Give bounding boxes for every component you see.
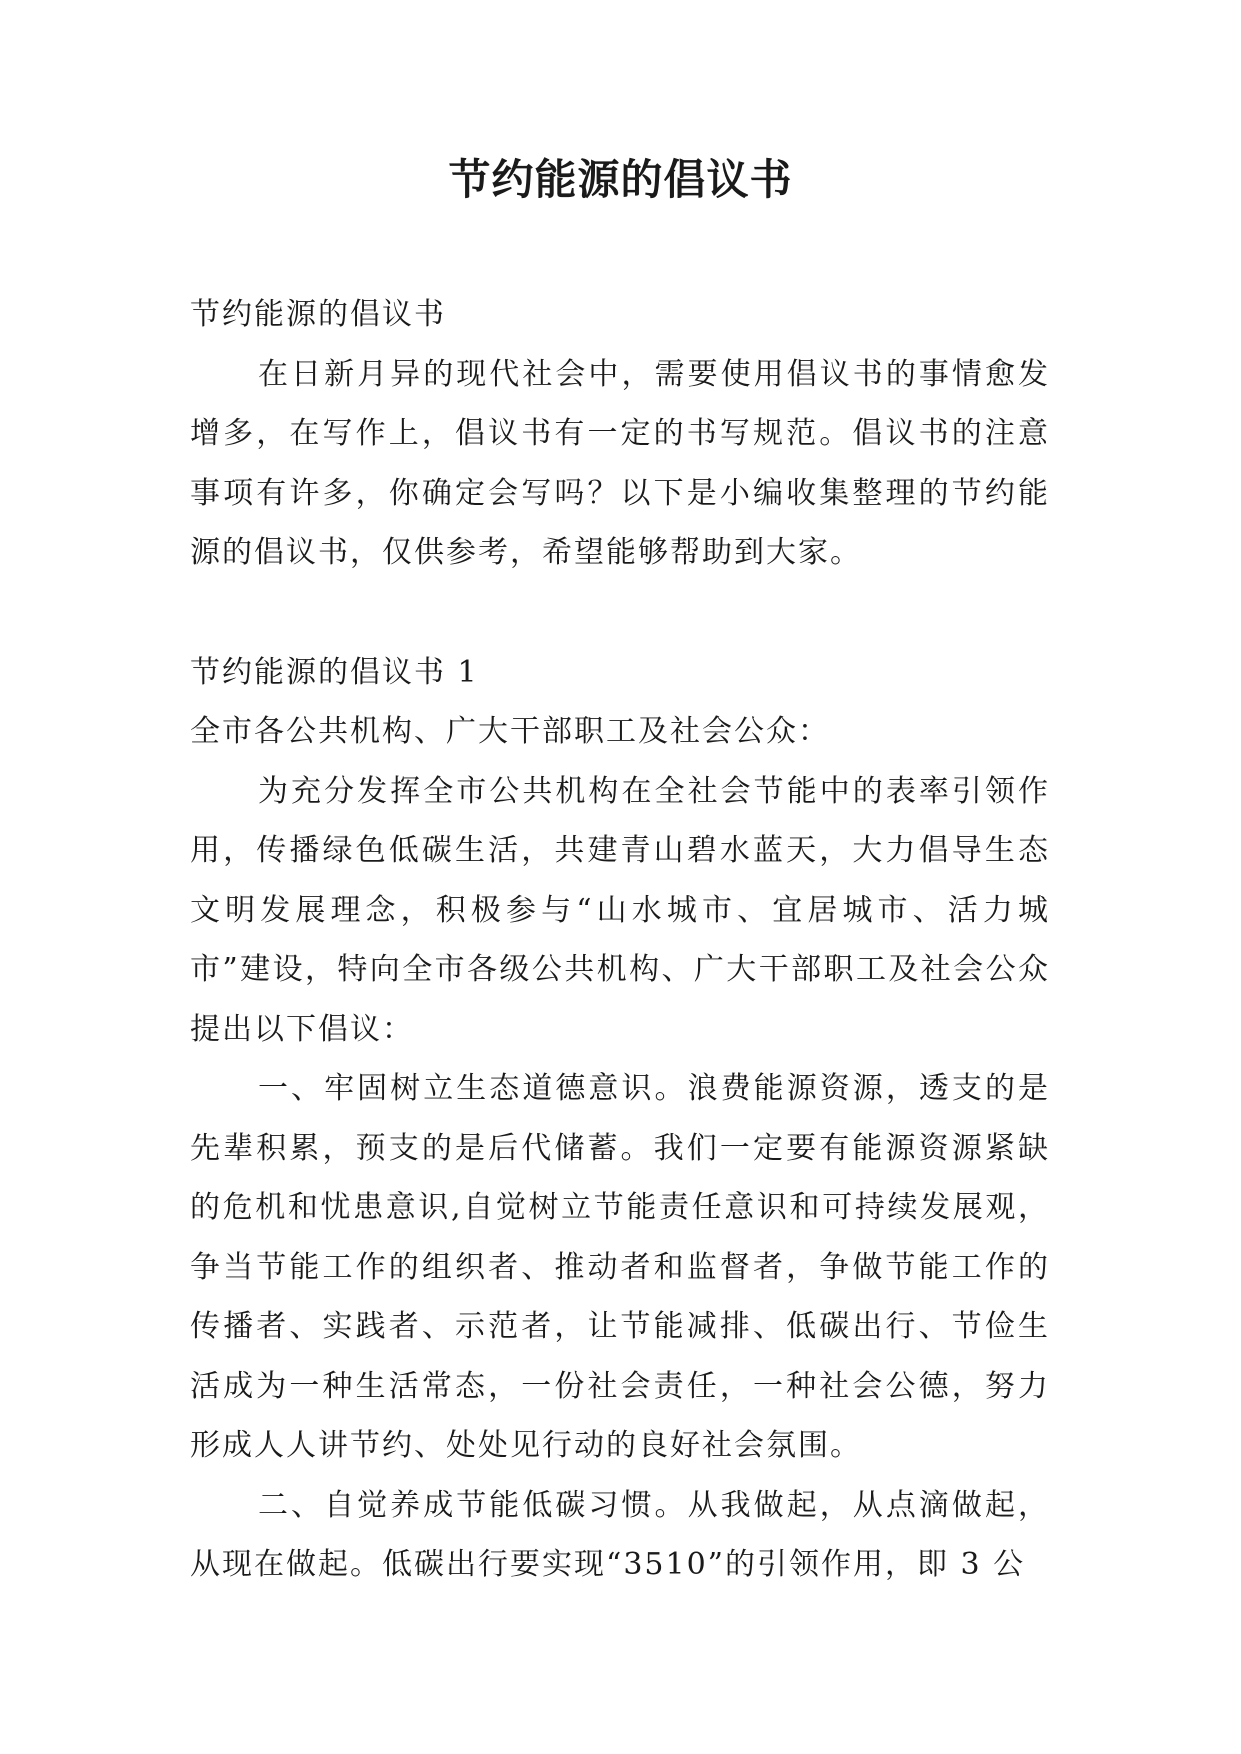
- body-paragraph-1: 为充分发挥全市公共机构在全社会节能中的表率引领作用，传播绿色低碳生活，共建青山碧水蓝天，大力倡导生态文明发展理念，积极参与“山水城市、宜居城市、活力城市”建设，特向全市各级公共机构、广大干部职工及社会公众提出以下倡议：: [190, 773, 1050, 1047]
- salutation: 全市各公共机构、广大干部职工及社会公众：: [190, 714, 830, 749]
- document-body: [190, 285, 1050, 1595]
- paragraph-spacer: [190, 583, 1050, 643]
- body-paragraph-2: 一、牢固树立生态道德意识。浪费能源资源，透支的是先辈积累，预支的是后代储蓄。我们一定要有能源资源紧缺的危机和忧患意识,自觉树立节能责任意识和可持续发展观，争当节能工作的组织者、推动者和监督者，争做节能工作的传播者、实践者、示范者，让节能减排、低碳出行、节俭生活成为一种生活常态，一份社会责任，一种社会公德，努力形成人人讲节约、处处见行动的良好社会氛围。: [190, 1071, 1050, 1463]
- document-title: 节约能源的倡议书: [448, 155, 793, 204]
- section-heading: 节约能源的倡议书 1: [190, 654, 479, 690]
- intro-paragraph: 在日新月异的现代社会中，需要使用倡议书的事情愈发增多，在写作上，倡议书有一定的书写规范。倡议书的注意事项有许多，你确定会写吗？以下是小编收集整理的节约能源的倡议书，仅供参考，希望能够帮助到大家。: [190, 356, 1050, 570]
- body-paragraph-3: 二、自觉养成节能低碳习惯。从我做起，从点滴做起，从现在做起。低碳出行要实现“3510”的引领作用，即 3 公: [190, 1487, 1050, 1582]
- intro-heading: 节约能源的倡议书: [190, 297, 446, 332]
